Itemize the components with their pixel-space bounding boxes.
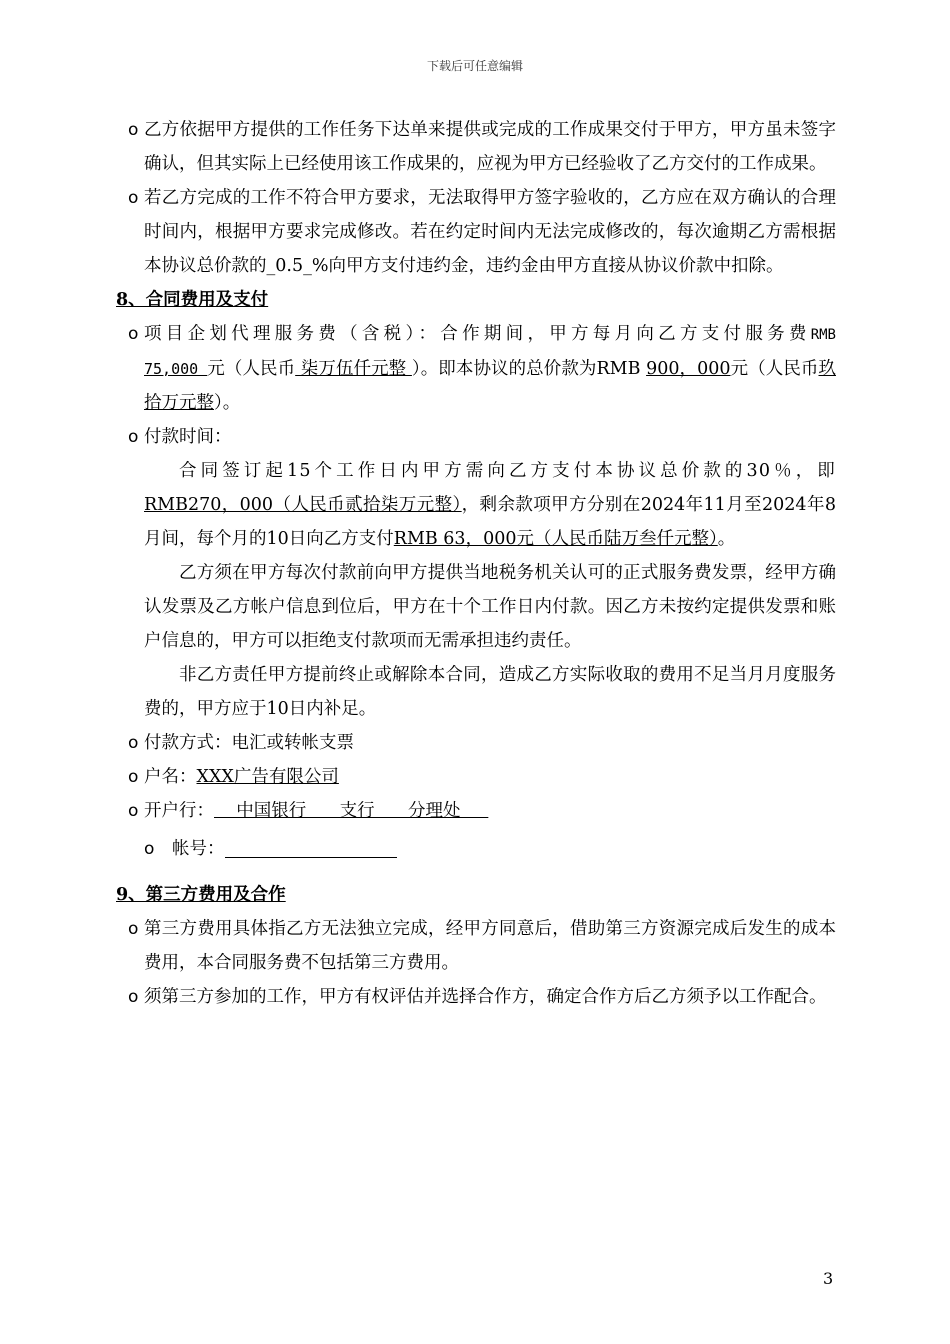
list-item <box>116 317 836 420</box>
account-number-blank <box>225 837 397 858</box>
account-number-label: 帐号： <box>172 839 225 859</box>
list-item <box>116 980 836 1014</box>
payment-time-label: 付款时间： <box>144 427 232 447</box>
monthly-fee-amount: 75,000 <box>144 360 208 378</box>
penalty-rate: _0.5_ <box>266 256 312 276</box>
bullet-icon: o <box>128 324 139 344</box>
bullet-icon: o <box>128 188 139 208</box>
total-amount: 900，000 <box>646 359 731 379</box>
list-item <box>116 181 836 283</box>
paragraph-text: 须第三方参加的工作，甲方有权评估并选择合作方，确定合作方后乙方须予以工作配合。 <box>144 987 827 1007</box>
bullet-icon: o <box>128 427 139 447</box>
page-number: 3 <box>823 1269 834 1288</box>
paragraph-text: ）。 <box>214 393 241 413</box>
payment-method: 付款方式：电汇或转帐支票 <box>144 733 354 753</box>
first-payment-amount: RMB270，000（人民币贰拾柒万元整） <box>144 495 462 515</box>
account-name-label: 户名： <box>144 767 197 787</box>
bullet-icon: o <box>128 733 139 753</box>
bullet-icon: o <box>128 919 139 939</box>
bullet-icon: o <box>128 120 139 140</box>
monthly-payment-amount: RMB 63，000元（人民币陆万叁仟元整） <box>393 529 718 549</box>
list-item <box>116 760 836 794</box>
bank-label: 开户行： <box>144 801 214 821</box>
list-item <box>116 832 836 866</box>
list-item <box>116 912 836 980</box>
bullet-icon: o <box>128 801 139 821</box>
bullet-icon: o <box>144 839 155 859</box>
bullet-icon: o <box>128 767 139 787</box>
currency-label: RMB <box>810 327 836 343</box>
paragraph-text: 项目企划代理服务费（含税）：合作期间，甲方每月向乙方支付服务费 <box>144 324 811 344</box>
payment-schedule-paragraph: 合同签订起15个工作日内甲方需向乙方支付本协议总价款的30％，即RMB270，000（人民币贰拾柒万元整），剩余款项甲方分别在2024年11月至2024年8月间，每个月的10日向乙方支付RMB 63，000元（人民币陆万叁仟元整）。 <box>144 461 836 549</box>
bullet-icon: o <box>128 987 139 1007</box>
invoice-paragraph: 乙方须在甲方每次付款前向甲方提供当地税务机关认可的正式服务费发票，经甲方确认发票及乙方帐户信息到位后，甲方在十个工作日内付款。因乙方未按约定提供发票和账户信息的，甲方可以拒绝支付款项而无需承担违约责任。 <box>144 563 836 651</box>
paragraph-text: 乙方依据甲方提供的工作任务下达单来提供或完成的工作成果交付于甲方，甲方虽未签字确认，但其实际上已经使用该工作成果的，应视为甲方已经验收了乙方交付的工作成果。 <box>144 120 836 174</box>
paragraph-text: 元（人民币 <box>730 359 819 379</box>
section-heading-8: 8、合同费用及支付 <box>116 290 269 310</box>
list-item <box>116 113 836 181</box>
total-amount-words: 玖拾万元整 <box>144 359 836 413</box>
list-item <box>116 726 836 760</box>
paragraph-text: 若乙方完成的工作不符合甲方要求，无法取得甲方签字验收的，乙方应在双方确认的合理时间内，根据甲方要求完成修改。若在约定时间内无法完成修改的，每次逾期乙方需根据本协议总价款的 <box>144 188 836 276</box>
paragraph-text: 第三方费用具体指乙方无法独立完成，经甲方同意后，借助第三方资源完成后发生的成本费用，本合同服务费不包括第三方费用。 <box>144 919 836 973</box>
list-item <box>116 420 836 454</box>
list-item <box>116 794 836 828</box>
account-name-value: XXX广告有限公司 <box>196 767 339 787</box>
document-body <box>116 113 836 1014</box>
termination-paragraph: 非乙方责任甲方提前终止或解除本合同，造成乙方实际收取的费用不足当月月度服务费的，甲方应于10日内补足。 <box>144 665 836 719</box>
paragraph-text: %向甲方支付违约金，违约金由甲方直接从协议价款中扣除。 <box>311 256 784 276</box>
paragraph-text: 元（人民币 <box>207 359 296 379</box>
page-header: 下载后可任意编辑 <box>426 59 523 73</box>
section-heading-9: 9、第三方费用及合作 <box>116 885 286 905</box>
paragraph-text: ）。即本协议的总价款为RMB <box>411 359 647 379</box>
bank-value: 中国银行 支行 分理处 <box>214 801 489 821</box>
monthly-fee-words: 柒万伍仟元整 <box>295 359 412 379</box>
